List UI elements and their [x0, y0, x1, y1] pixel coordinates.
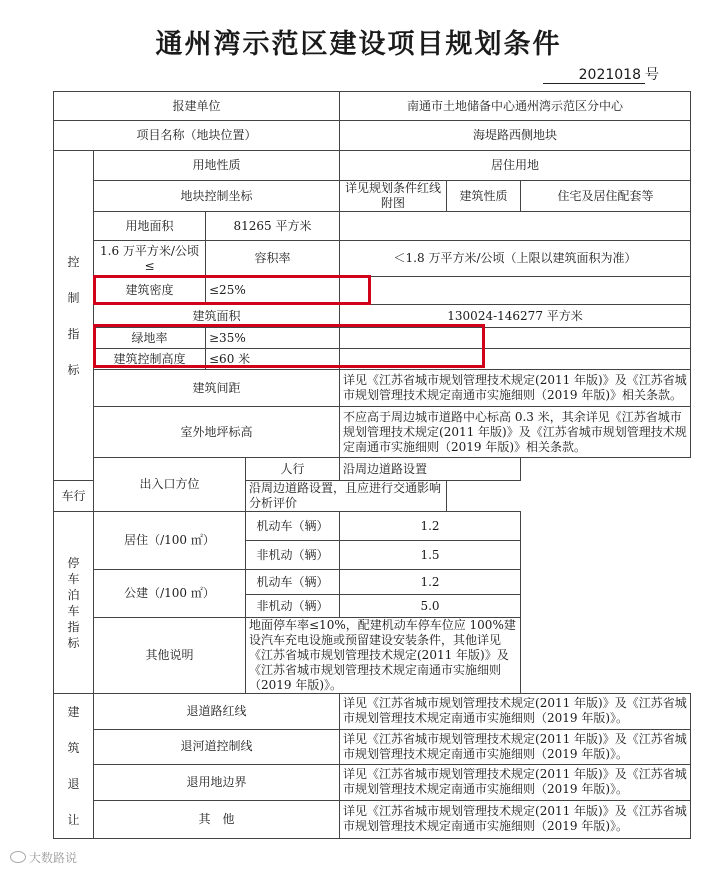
row-area [54, 212, 691, 241]
row-coords [54, 181, 691, 212]
floor-area-value: 130024-146277 平方米 [340, 305, 691, 328]
row-pub-motor [54, 570, 691, 595]
height-value: ≤60 米 [206, 349, 340, 370]
row-road [54, 694, 691, 730]
coords-value: 详见规划条件红线附图 [340, 181, 447, 212]
road-setback-label: 退道路红线 [94, 694, 340, 730]
area-label: 用地面积 [94, 212, 206, 241]
document-number-value: 2021018 [543, 67, 645, 84]
entrance-veh-value: 沿周边道路设置，且应进行交通影响分析评价 [246, 481, 447, 512]
project-label: 项目名称（地块位置） [54, 121, 340, 151]
public-nonmotor-label: 非机动（辆） [246, 595, 340, 618]
document-number-suffix: 号 [645, 67, 659, 83]
coords-label: 地块控制坐标 [94, 181, 340, 212]
residential-nonmotor-label: 非机动（辆） [246, 541, 340, 570]
entrance-veh-label: 车行 [54, 481, 94, 512]
highlight-density [93, 275, 371, 305]
row-other [54, 800, 691, 838]
row-res-motor [54, 512, 691, 541]
row-far [54, 241, 691, 277]
ground-label: 室外地坪标高 [94, 407, 340, 458]
entrance-ped-value: 沿周边道路设置 [340, 458, 521, 481]
applicant-label: 报建单位 [54, 92, 340, 121]
river-setback-value: 详见《江苏省城市规划管理技术规定(2011 年版)》及《江苏省城市规划管理技术规定南通市实施细则（2019 年版)》。 [340, 729, 691, 764]
building-type-value: 住宅及居住配套等 [521, 181, 691, 212]
land-use-value: 居住用地 [340, 151, 691, 181]
parking-indicators-label: 停 车 泊 车 指 标 [54, 512, 94, 694]
residential-label: 居住（/100 ㎡） [94, 512, 246, 570]
density-value: ≤25% [206, 277, 340, 305]
river-setback-label: 退河道控制线 [94, 729, 340, 764]
row-entrance-ped [54, 458, 691, 481]
public-nonmotor-value: 5.0 [340, 595, 521, 618]
density-empty [340, 277, 691, 305]
planning-conditions-table [53, 91, 691, 839]
control-indicators-label: 控 制 指 标 [54, 151, 94, 481]
page-title: 通州湾示范区建设项目规划条件 [155, 29, 562, 60]
spacing-label: 建筑间距 [94, 370, 340, 407]
parking-note-value: 地面停车率≤10%，配建机动车停车位应 100%建设汽车充电设施或预留建设安装条件，其他详见《江苏省城市规划管理技术规定(2011 年版)》及《江苏省城市规划管理技术规定南通市实施细则（2019 年版)》。 [246, 618, 521, 694]
public-motor-label: 机动车（辆） [246, 570, 340, 595]
entrance-label: 出入口方位 [94, 458, 246, 512]
residential-motor-value: 1.2 [340, 512, 521, 541]
spacing-value: 详见《江苏省城市规划管理技术规定(2011 年版)》及《江苏省城市规划管理技术规定南通市实施细则（2019 年版)》相关条款。 [340, 370, 691, 407]
road-setback-value: 详见《江苏省城市规划管理技术规定(2011 年版)》及《江苏省城市规划管理技术规定南通市实施细则（2019 年版)》。 [340, 694, 691, 730]
height-label: 建筑控制高度 [94, 349, 206, 370]
other-value: 详见《江苏省城市规划管理技术规定(2011 年版)》及《江苏省城市规划管理技术规定南通市实施细则（2019 年版)》。 [340, 800, 691, 838]
project-value: 海堤路西侧地块 [340, 121, 691, 151]
row-land-use [54, 151, 691, 181]
far-lower-bound: 1.6 万平方米/公顷≤ [94, 241, 206, 277]
parking-note-label: 其他说明 [94, 618, 246, 694]
area-value: 81265 平方米 [206, 212, 340, 241]
density-label: 建筑密度 [94, 277, 206, 305]
ground-value: 不应高于周边城市道路中心标高 0.3 米，其余详见《江苏省城市规划管理技术规定(2011 年版)》及《江苏省城市规划管理技术规定南通市实施细则（2019 年版)》相关条款。 [340, 407, 691, 458]
row-river [54, 729, 691, 764]
far-label: 容积率 [206, 241, 340, 277]
row-ground [54, 407, 691, 458]
public-motor-value: 1.2 [340, 570, 521, 595]
row-applicant [54, 92, 691, 121]
residential-motor-label: 机动车（辆） [246, 512, 340, 541]
highlight-green-height [93, 324, 485, 368]
boundary-setback-label: 退用地边界 [94, 764, 340, 800]
row-project [54, 121, 691, 151]
far-value: ＜1.8 万平方米/公顷（上限以建筑面积为准） [340, 241, 691, 277]
applicant-value: 南通市土地储备中心通州湾示范区分中心 [340, 92, 691, 121]
row-boundary [54, 764, 691, 800]
building-type-label: 建筑性质 [447, 181, 521, 212]
other-label: 其 他 [94, 800, 340, 838]
document-number [543, 64, 659, 84]
area-empty [340, 212, 691, 241]
watermark-icon [10, 851, 26, 863]
boundary-setback-value: 详见《江苏省城市规划管理技术规定(2011 年版)》及《江苏省城市规划管理技术规定南通市实施细则（2019 年版)》。 [340, 764, 691, 800]
land-use-label: 用地性质 [94, 151, 340, 181]
floor-area-label: 建筑面积 [94, 305, 340, 328]
watermark: 大数路说 [10, 849, 77, 866]
row-parking-note [54, 618, 691, 694]
setback-label: 建 筑 退 让 [54, 694, 94, 839]
residential-nonmotor-value: 1.5 [340, 541, 521, 570]
green-ratio-label: 绿地率 [94, 328, 206, 349]
row-spacing [54, 370, 691, 407]
green-ratio-value: ≥35% [206, 328, 340, 349]
public-label: 公建（/100 ㎡） [94, 570, 246, 618]
entrance-ped-label: 人行 [246, 458, 340, 481]
